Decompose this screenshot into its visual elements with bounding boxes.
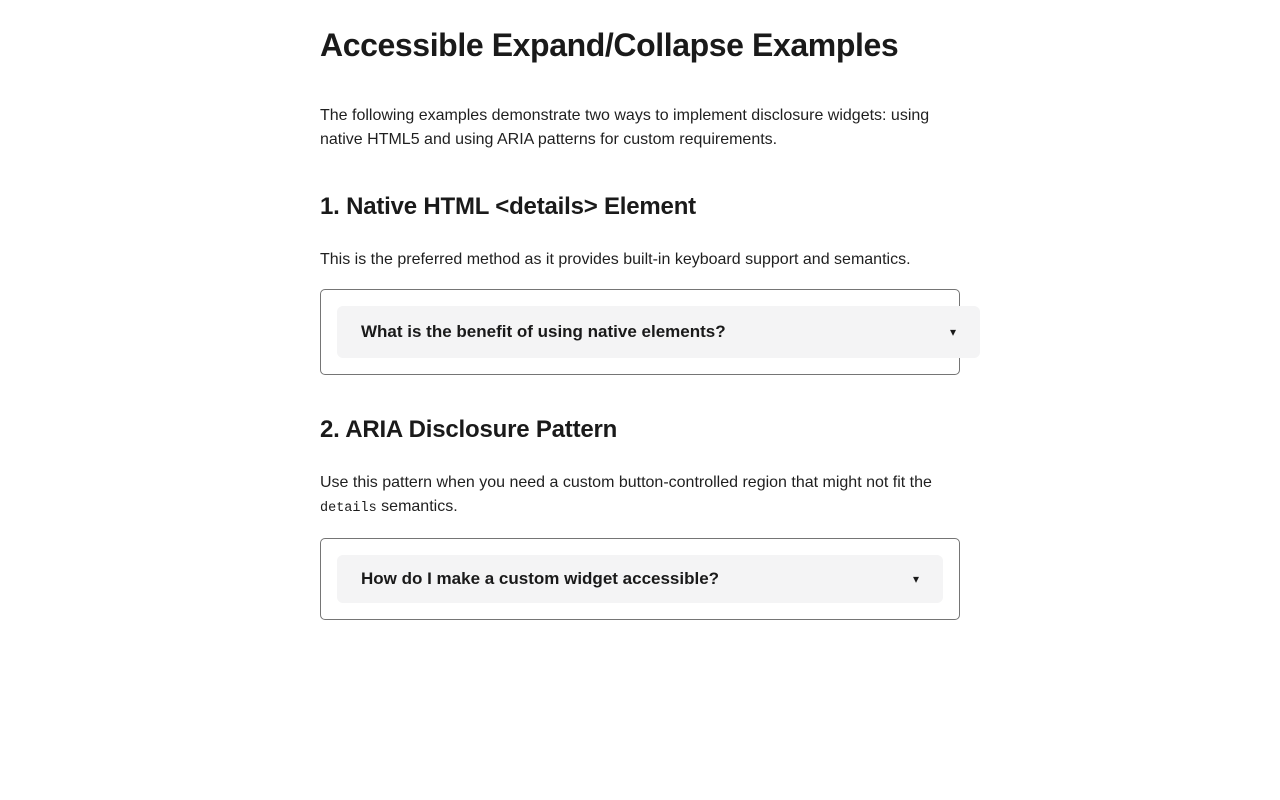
section-heading-aria-disclosure: 2. ARIA Disclosure Pattern	[320, 416, 618, 443]
section-aria-disclosure	[320, 415, 960, 620]
disclosure-button-label: How do I make a custom widget accessible?	[361, 569, 720, 588]
section-native-details	[320, 192, 960, 375]
section-description-aria-disclosure	[320, 471, 960, 521]
intro-paragraph: The following examples demonstrate two ways to implement disclosure widgets: using native HTML5 and using ARIA patterns for custom requirements.	[320, 107, 930, 148]
details-container	[320, 289, 960, 375]
caret-down-icon: ▾	[949, 325, 956, 339]
main-content	[320, 26, 960, 620]
aria-disclosure-button[interactable]	[337, 555, 943, 603]
description-text-before-code: Use this pattern when you need a custom button-controlled region that might not fit the	[320, 474, 932, 491]
details-code-token: details	[320, 501, 377, 516]
aria-disclosure-container	[320, 538, 960, 620]
description-text-after-code: semantics.	[376, 498, 458, 515]
section-heading-native-details: 1. Native HTML <details> Element	[320, 193, 696, 220]
native-details-summary[interactable]	[337, 306, 980, 358]
page-title: Accessible Expand/Collapse Examples	[320, 27, 899, 63]
summary-label: What is the benefit of using native elements?	[361, 322, 726, 341]
caret-down-icon: ▾	[912, 572, 919, 586]
section-description-native-details: This is the preferred method as it provides built-in keyboard support and semantics.	[320, 251, 911, 268]
